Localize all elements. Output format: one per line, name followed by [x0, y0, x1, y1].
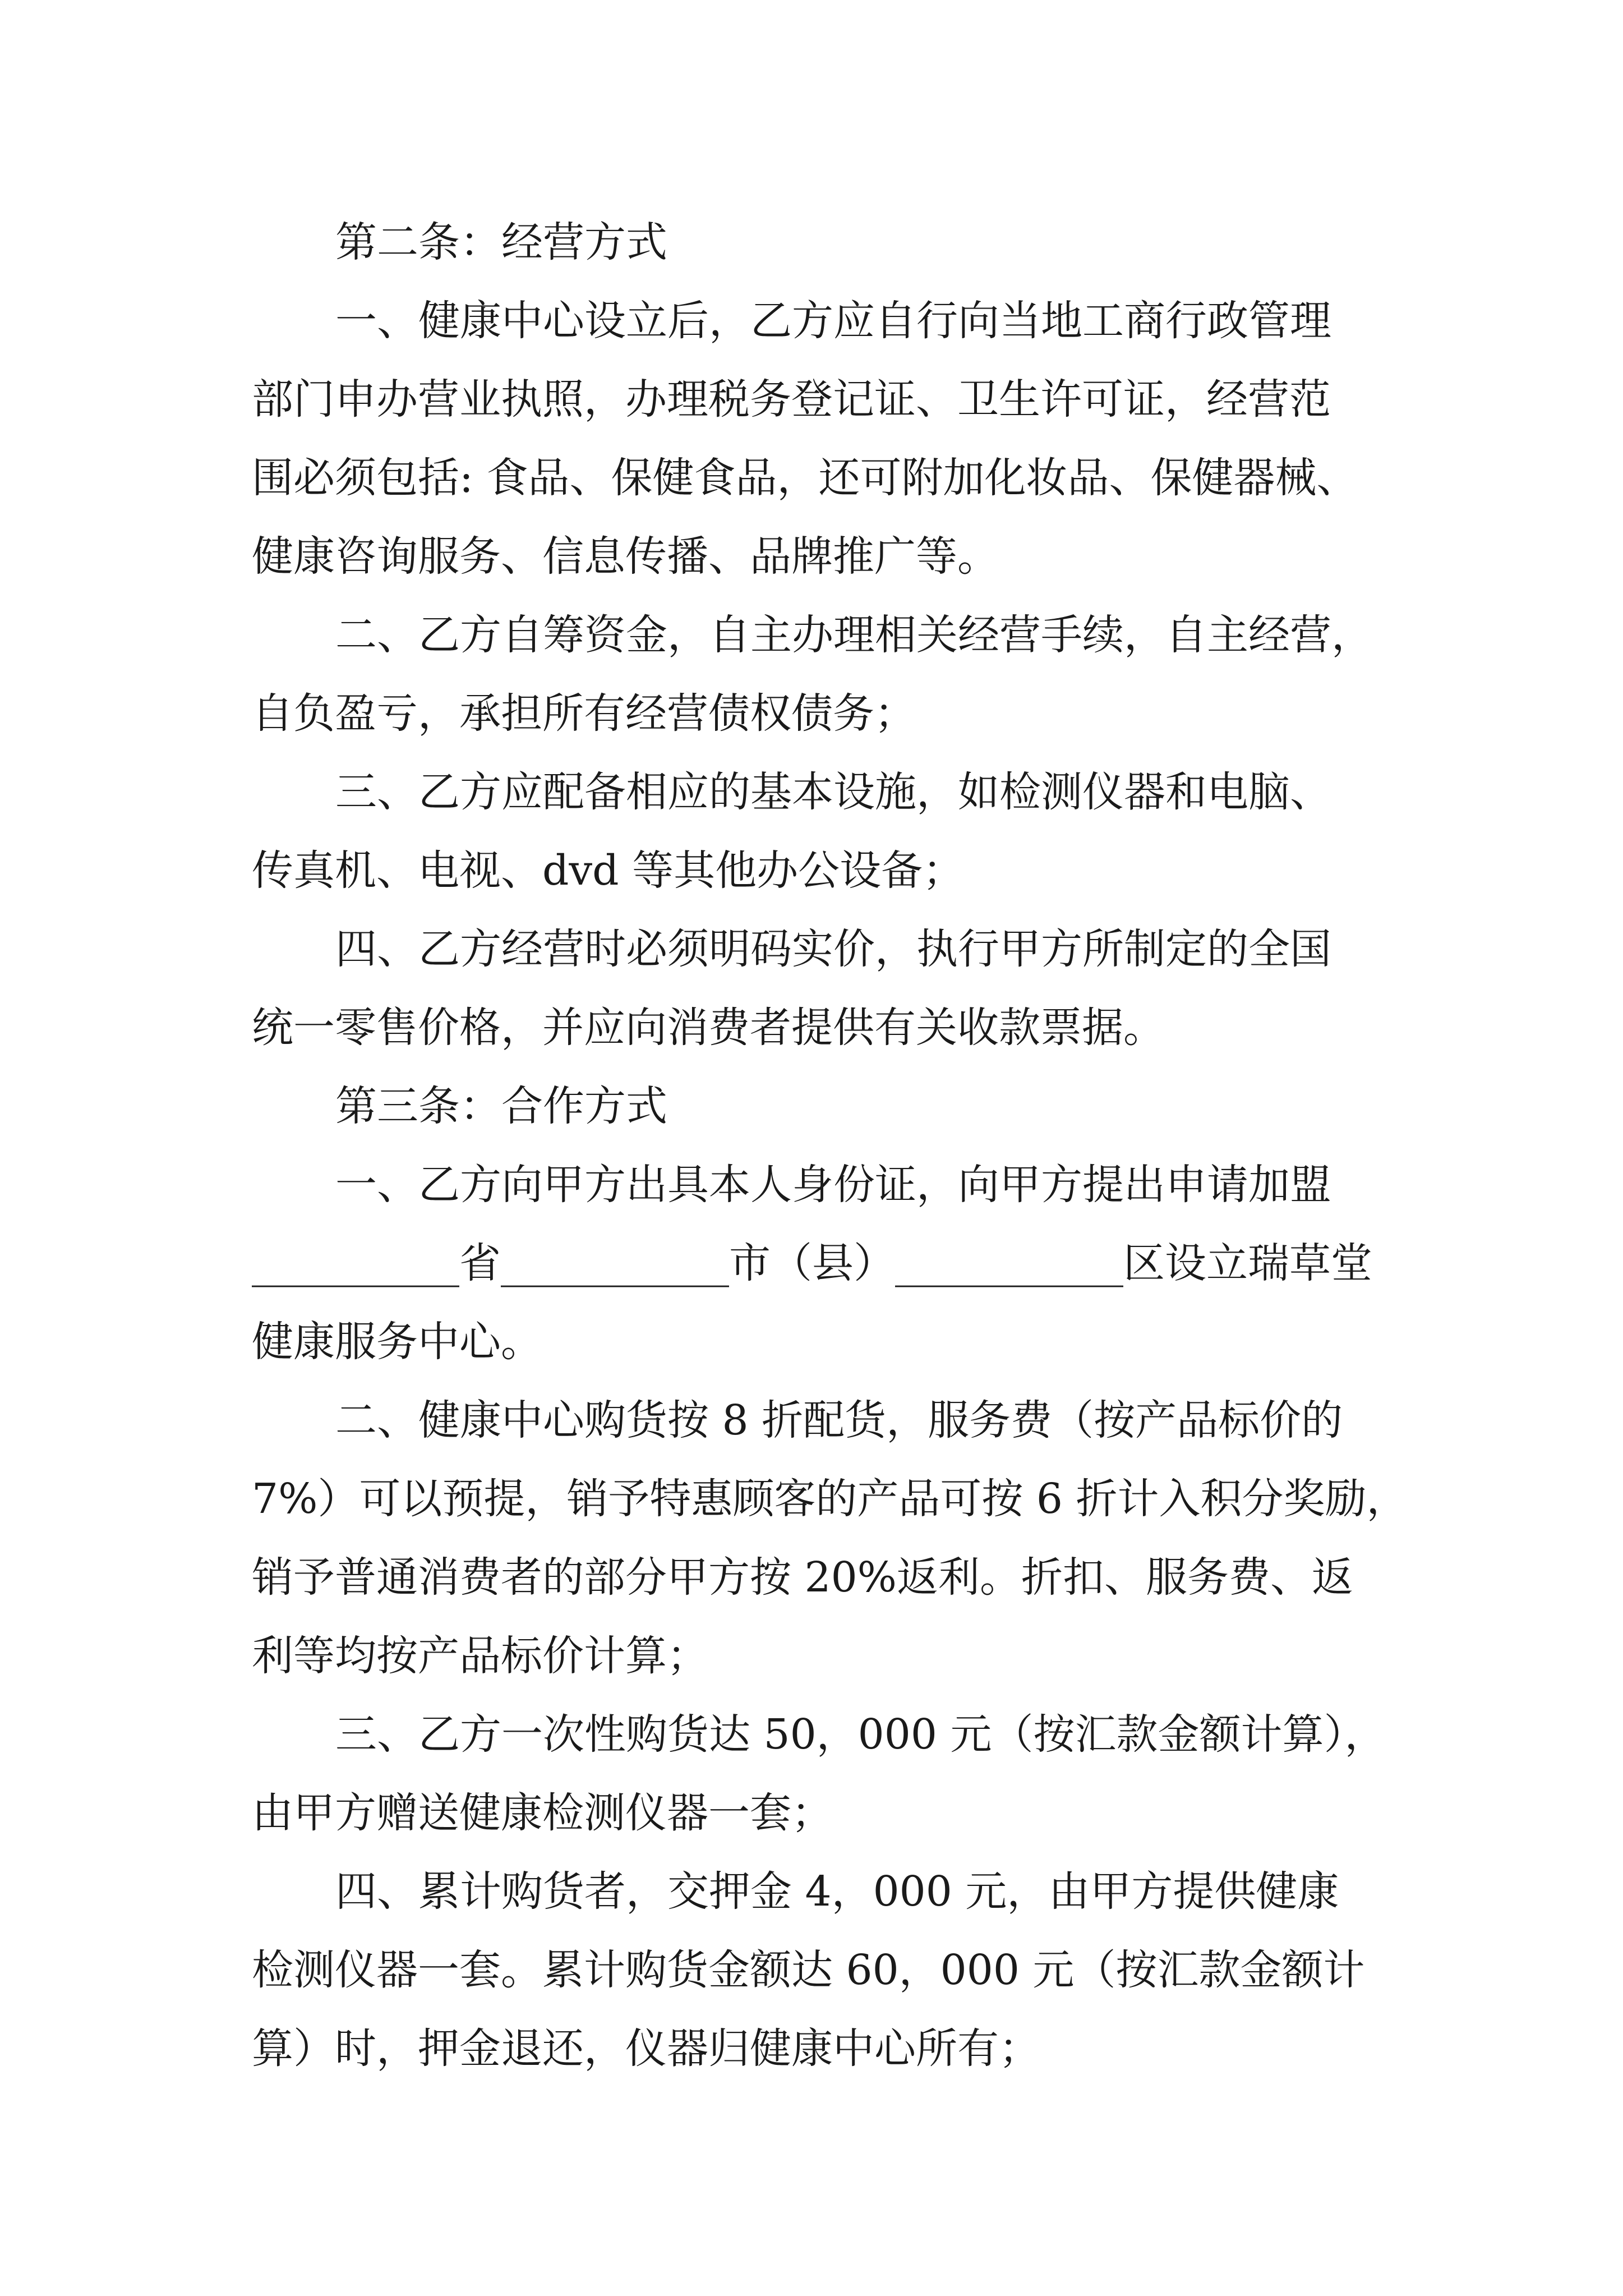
paragraph-line: 一、健康中心设立后，乙方应自行向当地工商行政管理 — [335, 297, 1331, 345]
section-3-item-3 — [252, 1695, 1385, 1852]
paragraph-line: 检测仪器一套。累计购货金额达 60，000 元（按汇款金额计 — [252, 1946, 1365, 1994]
section-2-item-3 — [252, 753, 1385, 910]
paragraph-line: 二、健康中心购货按 8 折配货，服务费（按产品标价的 — [335, 1396, 1343, 1444]
paragraph-line: 围必须包括: 食品、保健食品，还可附加化妆品、保健器械、 — [252, 454, 1358, 502]
paragraph-line: 销予普通消费者的部分甲方按 20%返利。折扣、服务费、返 — [252, 1553, 1353, 1602]
fill-in-blank-line: __________省___________市（县）___________区设立瑞草堂 — [252, 1239, 1372, 1287]
paragraph-line: 统一零售价格，并应向消费者提供有关收款票据。 — [252, 1004, 1165, 1052]
paragraph-line: 算）时，押金退还，仪器归健康中心所有； — [252, 2024, 1040, 2073]
paragraph-line: 四、累计购货者，交押金 4，000 元，由甲方提供健康 — [335, 1867, 1339, 1916]
paragraph-line: 四、乙方经营时必须明码实价，执行甲方所制定的全国 — [335, 925, 1331, 973]
paragraph-line: 三、乙方应配备相应的基本设施，如检测仪器和电脑、 — [335, 768, 1331, 816]
paragraph-line: 由甲方赠送健康检测仪器一套； — [252, 1789, 833, 1837]
section-2-item-2 — [252, 596, 1385, 753]
paragraph-line: 部门申办营业执照，办理税务登记证、卫生许可证，经营范 — [252, 375, 1331, 424]
paragraph-line: 自负盈亏，承担所有经营债权债务； — [252, 689, 916, 738]
paragraph-line: 三、乙方一次性购货达 50，000 元（按汇款金额计算）， — [335, 1710, 1386, 1759]
section-3-item-2 — [252, 1381, 1408, 1695]
paragraph-line: 二、乙方自筹资金，自主办理相关经营手续，自主经营， — [335, 611, 1373, 659]
paragraph-line: 一、乙方向甲方出具本人身份证，向甲方提出申请加盟 — [335, 1161, 1331, 1209]
paragraph-line: 7%）可以预提，销予特惠顾客的产品可按 6 折计入积分奖励， — [252, 1475, 1408, 1523]
section-2-heading — [252, 203, 1385, 282]
section-3-item-1 — [252, 1145, 1385, 1381]
section-2-heading-text: 第二条：经营方式 — [335, 218, 667, 266]
section-2-item-4 — [252, 910, 1385, 1067]
section-3-heading — [252, 1067, 1385, 1145]
section-3-item-4 — [252, 1852, 1385, 2088]
paragraph-line: 健康服务中心。 — [252, 1318, 542, 1366]
paragraph-line: 传真机、电视、dvd 等其他办公设备； — [252, 846, 965, 895]
section-2-item-1 — [252, 282, 1385, 596]
section-3-heading-text: 第三条：合作方式 — [335, 1082, 667, 1130]
paragraph-line: 健康咨询服务、信息传播、品牌推广等。 — [252, 532, 999, 581]
paragraph-line: 利等均按产品标价计算； — [252, 1632, 708, 1680]
